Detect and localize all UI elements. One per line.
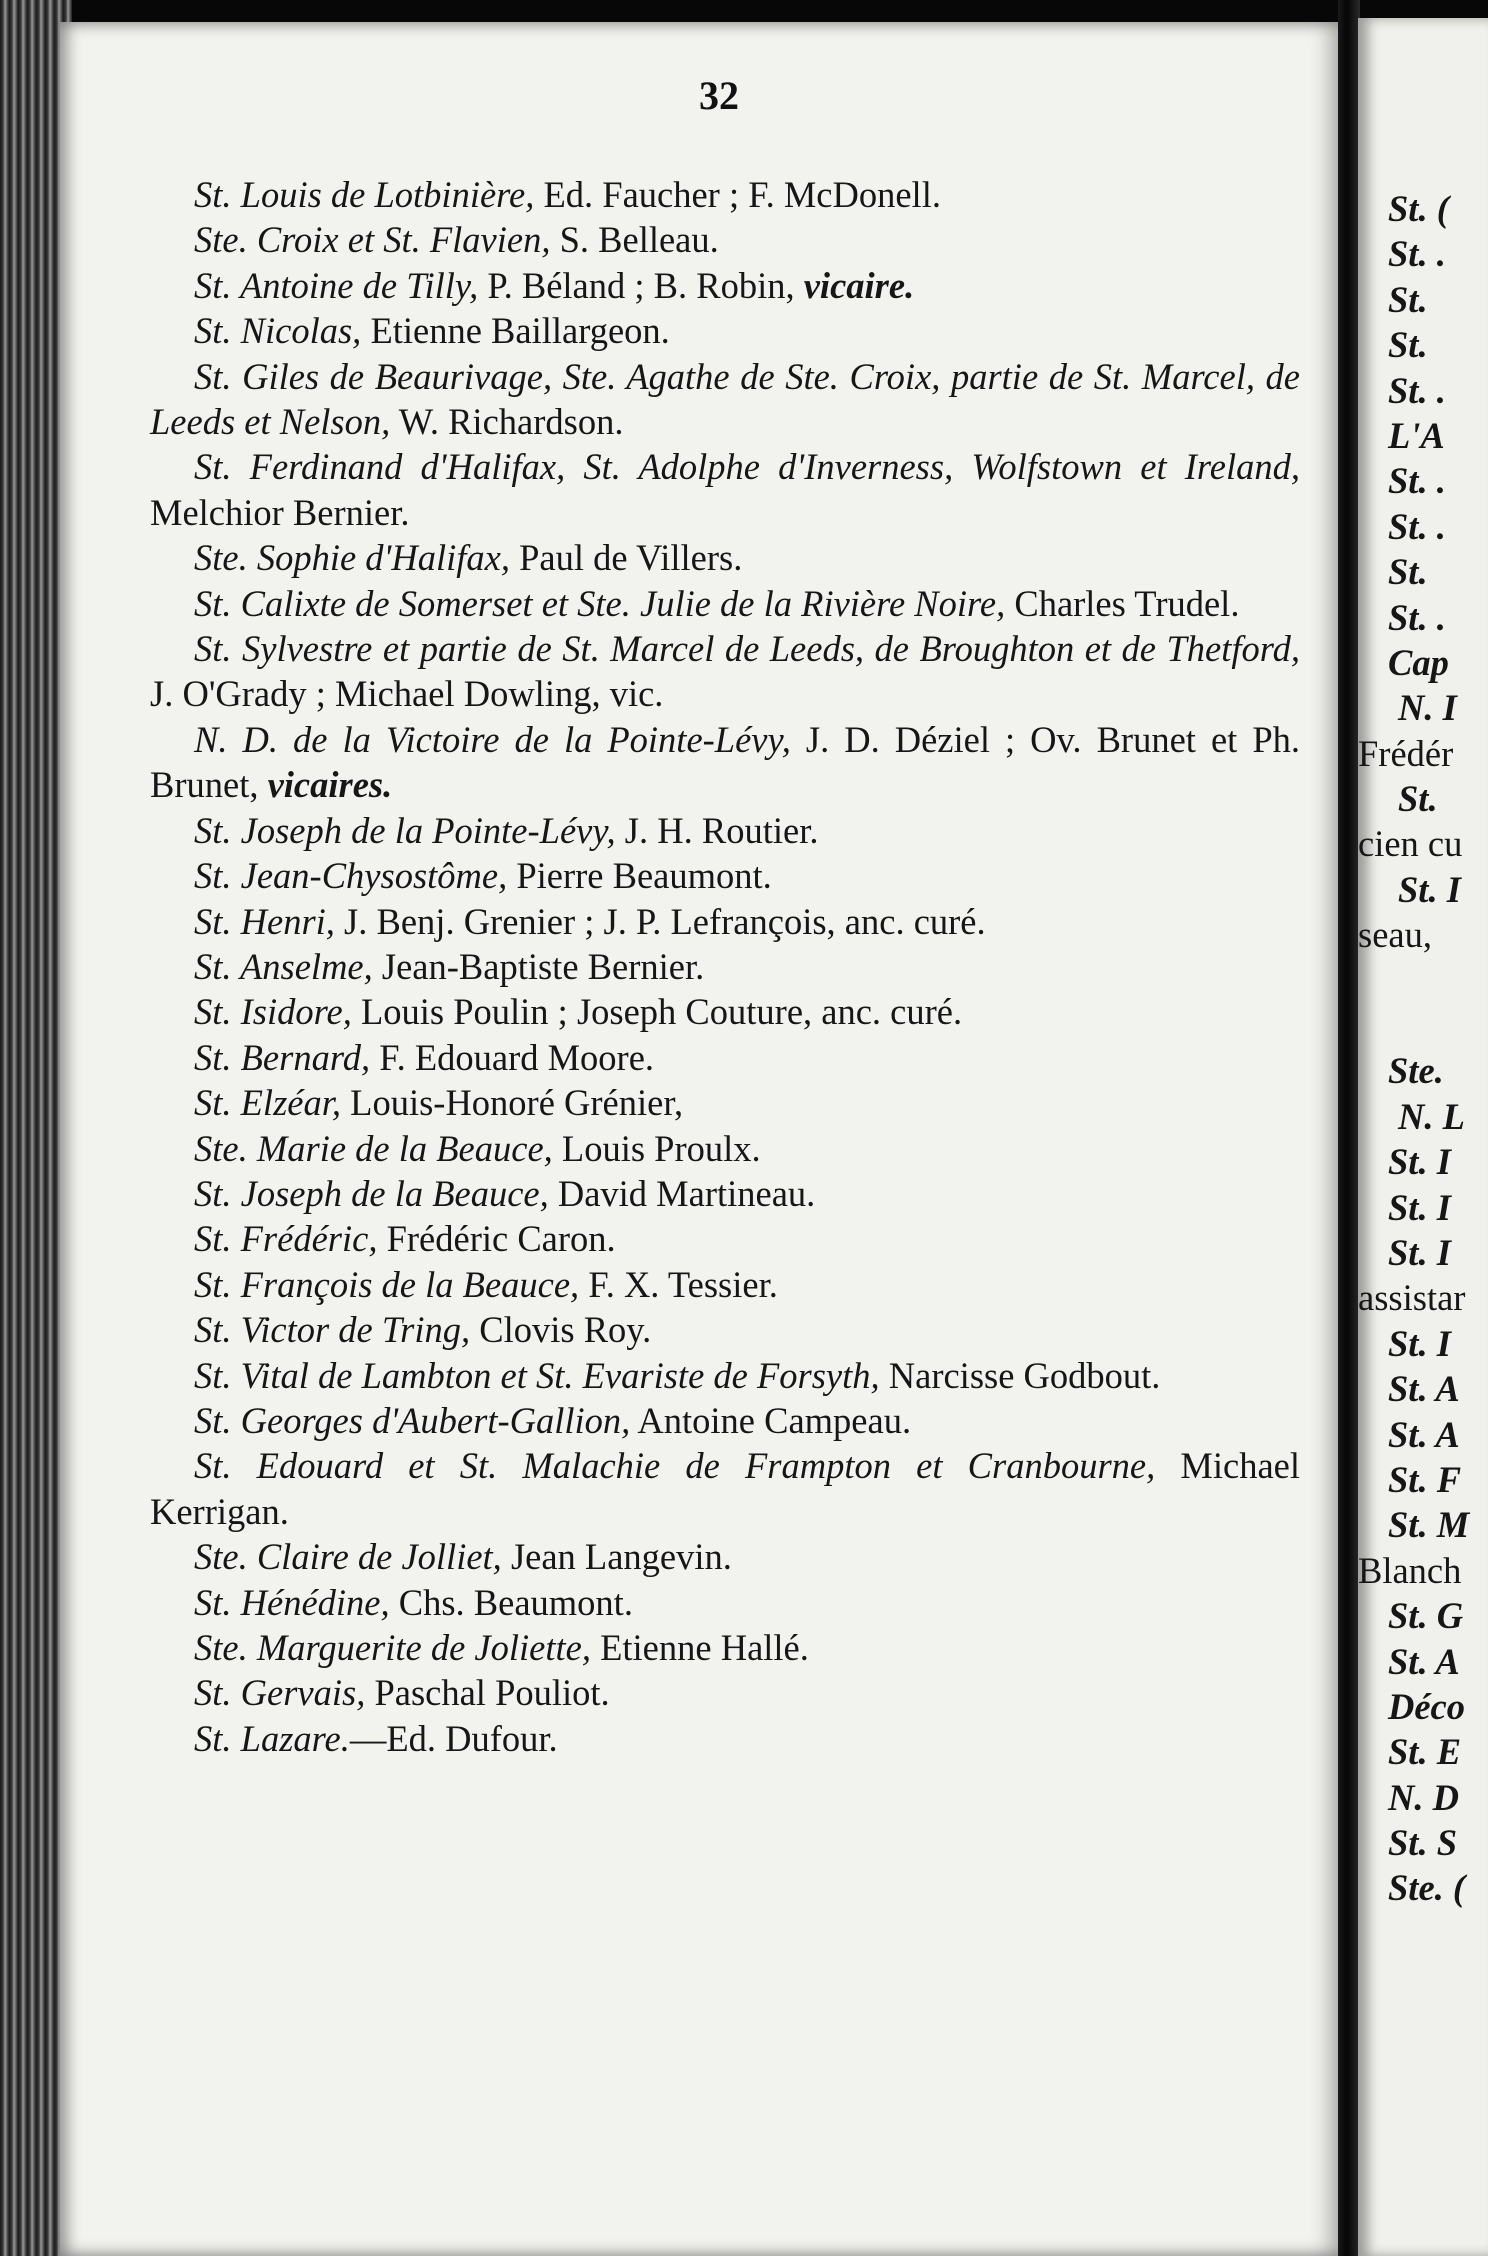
right-page-line: St. M [1388,1504,1470,1546]
clergy-names: J. Benj. Grenier ; J. P. Lefrançois, anc. curé. [334,900,986,942]
parish-entry [150,1035,1300,1080]
clergy-names: S. Belleau. [550,219,719,261]
right-page-line: N. L [1398,1095,1465,1137]
right-page-line: St. [1388,278,1428,320]
right-page-text-fragments [1358,186,1488,1911]
right-page-line: L'A [1388,414,1445,456]
clergy-names: Louis Proulx. [552,1127,761,1169]
right-page-line: St. I [1388,1186,1451,1228]
clergy-names: David Martineau. [548,1172,816,1214]
parish-entry [150,444,1300,535]
parish-name: St. Elzéar, [194,1082,342,1124]
parish-entry [150,808,1300,853]
clergy-names: Ed. Faucher ; F. McDonell. [534,174,941,215]
clergy-role: vicaires. [267,764,393,806]
parish-name: Ste. Marie de la Beauce, [194,1127,553,1169]
right-page-line: St. . [1388,233,1446,275]
right-page-line: St. S [1388,1822,1457,1864]
right-page-line: St. G [1388,1595,1464,1637]
parish-name: St. Victor de Tring, [194,1309,471,1351]
parish-name: N. D. de la Victoire de la Pointe-Lévy, [194,718,791,760]
parish-entry [150,535,1300,580]
parish-name: St. Louis de Lotbinière, [194,174,535,215]
parish-entry [150,1398,1300,1443]
clergy-names: J. D. Déziel ; Ov. Brunet et Ph. Brunet, [150,718,1301,806]
right-page-line: St. . [1388,505,1446,547]
page-number: 32 [699,73,739,118]
right-page-line: St. . [1388,596,1446,638]
parish-entry [150,853,1300,898]
parish-entry [150,581,1300,626]
parish-name: St. Antoine de Tilly, [194,264,479,306]
parish-name: St. Joseph de la Pointe-Lévy, [194,809,616,851]
parish-name: St. Sylvestre et partie de St. Marcel de Leeds, de Broughton et de Thetford, [194,628,1300,670]
parish-name: St. Giles de Beaurivage, Ste. Agathe de Ste. Croix, partie de St. Marcel, de Leeds et Nelson, [150,355,1300,443]
clergy-names: Charles Trudel. [1005,582,1240,624]
right-page-line: Ste. [1388,1050,1444,1092]
clergy-role: vicaire. [803,264,915,306]
clergy-names: J. O'Grady ; Michael Dowling, vic. [150,673,664,715]
clergy-names: Louis-Honoré Grénier, [341,1082,684,1124]
right-page-line: St. I [1388,1231,1451,1273]
parish-name: St. François de la Beauce, [194,1263,580,1305]
clergy-names: Pierre Beaumont. [507,855,772,897]
parish-entry [150,717,1300,808]
parish-name: St. Isidore, [194,991,352,1033]
clergy-names: F. Edouard Moore. [370,1036,655,1078]
parish-entry [150,989,1300,1034]
clergy-names: F. X. Tessier. [579,1263,778,1305]
right-page-line: assistar [1358,1277,1466,1319]
parish-name: St. Georges d'Aubert-Gallion, [194,1399,631,1441]
right-page-line: seau, [1358,914,1432,956]
parish-entry [150,1262,1300,1307]
parish-entry [150,1534,1300,1579]
parish-name: St. Vital de Lambton et St. Evariste de Forsyth, [194,1354,880,1396]
parish-entry [150,1670,1300,1715]
parish-entry [150,1580,1300,1625]
parish-name: Ste. Claire de Jolliet, [194,1536,502,1578]
parish-name: St. Frédéric, [194,1218,378,1260]
right-page-line: St. . [1388,460,1446,502]
clergy-names: Michael Kerrigan. [150,1445,1300,1532]
parish-name: Ste. Marguerite de Joliette, [194,1627,591,1668]
parish-name: St. Nicolas, [194,310,362,352]
parish-entry [150,308,1300,353]
parish-name: St. Edouard et St. Malachie de Frampton et Cranbourne, [194,1445,1156,1487]
right-page-line: St. I [1388,1141,1451,1183]
right-page-line [1358,958,1488,1003]
parish-name: St. Henri, [194,900,335,942]
parish-name: St. Calixte de Somerset et Ste. Julie de la Rivière Noire, [194,582,1006,624]
right-page-line: St. A [1388,1640,1460,1682]
clergy-names: Jean-Baptiste Bernier. [372,945,705,987]
parish-entry [150,263,1300,308]
right-page-line: N. D [1388,1776,1459,1818]
clergy-names: Melchior Bernier. [150,491,410,533]
parish-entry [150,1126,1300,1171]
parish-entry [150,1171,1300,1216]
clergy-names: Frédéric Caron. [377,1218,616,1260]
parish-entry [150,1716,1300,1761]
parish-entry [150,1625,1300,1670]
parish-name: Ste. Croix et St. Flavien, [194,219,551,261]
clergy-names: P. Béland ; B. Robin, [478,264,804,306]
right-page-line: St. I [1398,868,1461,910]
parish-name: St. Jean-Chysostôme, [194,855,508,897]
parish-entry [150,1307,1300,1352]
right-page-line: St. F [1388,1458,1462,1500]
parish-entry [150,217,1300,262]
clergy-names: J. H. Routier. [615,809,819,851]
right-page-line: N. I [1398,687,1457,729]
parish-name: St. Lazare. [194,1717,350,1759]
parish-list [150,172,1300,1761]
clergy-names: —Ed. Dufour. [349,1717,558,1759]
right-page-line: Ste. ( [1388,1867,1466,1909]
parish-name: St. Gervais, [194,1672,366,1714]
parish-name: St. Ferdinand d'Halifax, St. Adolphe d'Inverness, Wolfstown et Ireland, [194,446,1300,488]
clergy-names: Paschal Pouliot. [365,1672,610,1714]
parish-entry [150,1216,1300,1261]
right-page-line: St. A [1388,1413,1460,1455]
parish-entry [150,172,1300,217]
clergy-names: Louis Poulin ; Joseph Couture, anc. curé. [351,991,963,1033]
right-page-line [1358,1003,1488,1048]
clergy-names: Paul de Villers. [509,537,743,579]
right-page-line: St. E [1388,1731,1462,1773]
right-page-line: cien cu [1358,823,1463,865]
right-page-line: St. ( [1388,188,1449,229]
right-page-line: St. [1388,551,1428,593]
parish-entry [150,1443,1300,1534]
right-page-line: St. [1398,778,1438,820]
parish-entry [150,899,1300,944]
clergy-names: Antoine Campeau. [630,1399,912,1441]
parish-entry [150,1080,1300,1125]
clergy-names: Etienne Baillargeon. [361,310,670,352]
clergy-names: W. Richardson. [390,401,624,443]
right-page-line: Cap [1388,641,1449,683]
clergy-names: Narcisse Godbout. [879,1354,1161,1396]
clergy-names: Etienne Hallé. [590,1627,809,1668]
right-page-line: St. . [1388,369,1446,411]
right-page-line: Blanch [1358,1549,1462,1591]
parish-entry [150,626,1300,717]
clergy-names: Clovis Roy. [470,1309,652,1351]
book-gutter [1338,0,1360,2256]
parish-entry [150,944,1300,989]
parish-entry [150,354,1300,445]
right-page-line: St. A [1388,1368,1460,1410]
right-page [1358,18,1488,2256]
parish-name: St. Hénédine, [194,1581,390,1623]
parish-name: St. Bernard, [194,1036,371,1078]
right-page-line: Frédér [1358,732,1454,774]
parish-name: St. Anselme, [194,945,373,987]
clergy-names: Chs. Beaumont. [389,1581,633,1623]
right-page-line: St. [1388,324,1428,366]
right-page-line: St. I [1388,1322,1451,1364]
clergy-names: Jean Langevin. [501,1536,732,1578]
parish-entry [150,1353,1300,1398]
parish-name: Ste. Sophie d'Halifax, [194,537,510,579]
parish-name: St. Joseph de la Beauce, [194,1172,549,1214]
right-page-line: Déco [1388,1685,1466,1727]
